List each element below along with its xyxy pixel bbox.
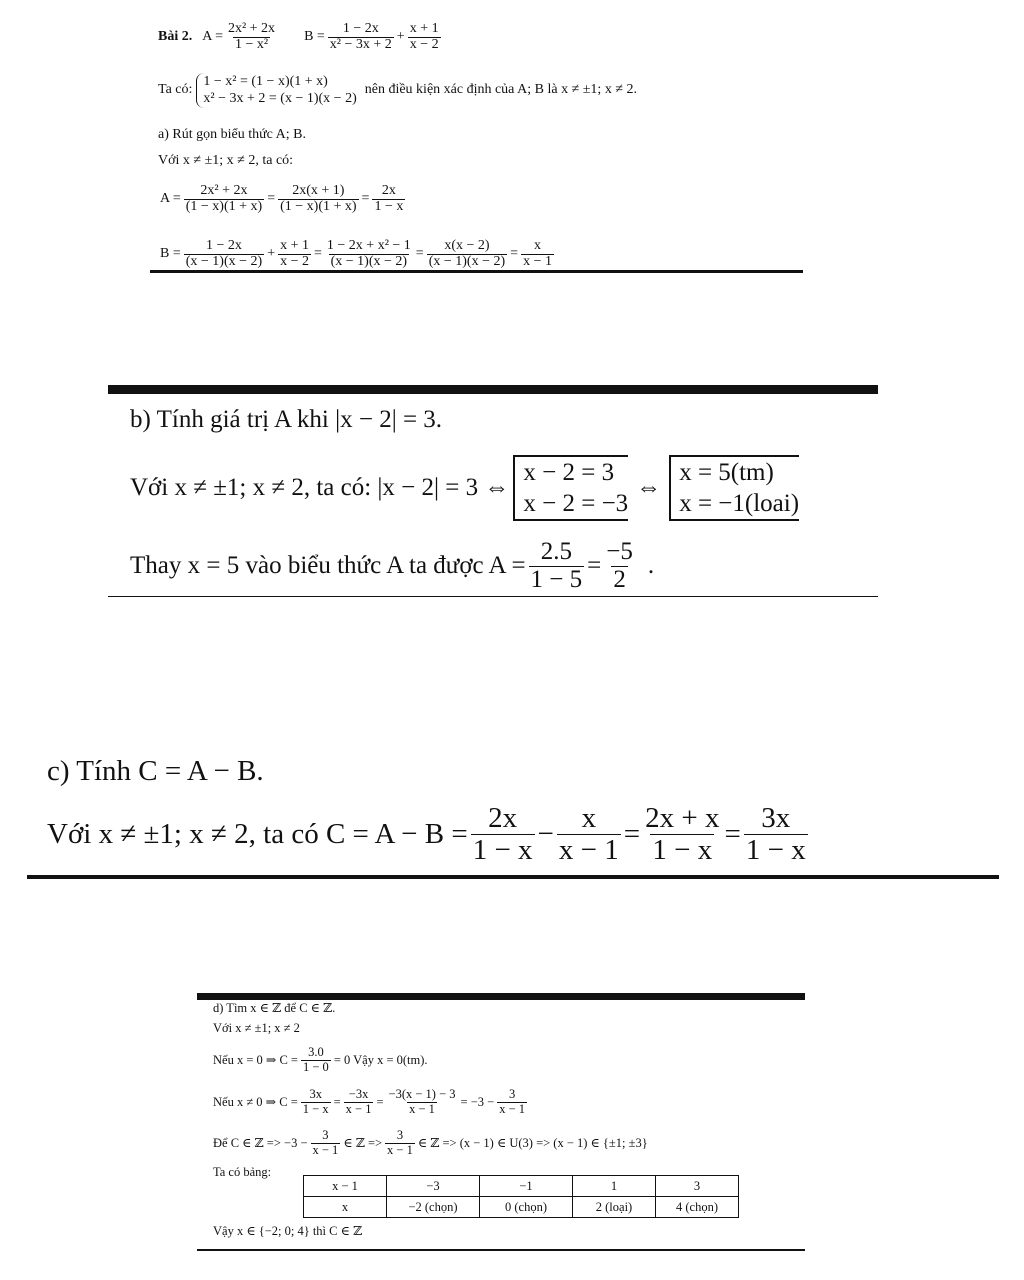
divider [150, 270, 803, 273]
table-row: x −2 (chọn) 0 (chọn) 2 (loại) 4 (chọn) [304, 1197, 739, 1218]
table-caption: Ta có bảng: [213, 1164, 272, 1179]
factor-system: 1 − x² = (1 − x)(1 + x) x² − 3x + 2 = (x − 1)(x − 2) [196, 73, 356, 108]
A-simplification: A = $\frac{\text{2x² + 2x}}{(1 - x)(1 + x)}$ = $\frac{2x(x + 1)}{(1 - x)(1 + x)}$ = $\frac{2x}{1 - x}$ [160, 182, 404, 214]
divisibility-line: Để C ∈ ℤ => −3 − $\frac{3}{x - 1}$ ∈ ℤ => $\frac{3}{x - 1}$ ∈ ℤ => (x − 1) ∈ U(3) => (x − 1) ∈ {±1; ±3} [213, 1128, 648, 1157]
domain-condition: nên điều kiện xác định của A; B là x ≠ ±1; x ≠ 2. [364, 82, 638, 97]
values-table [303, 1175, 739, 1218]
part-b-result: Thay x = 5 vào biểu thức A ta được A = $\frac{2.5}{1 - 5}$ = $\frac{-5}{2}$ . [130, 538, 655, 593]
part-d-heading: d) Tìm x ∈ ℤ để C ∈ ℤ. [213, 1001, 336, 1015]
part-d-conclusion: Vậy x ∈ {−2; 0; 4} thì C ∈ ℤ [213, 1224, 363, 1238]
part-a-condition: Với x ≠ ±1; x ≠ 2, ta có: [158, 153, 294, 168]
case-bracket-1: x − 2 = 3 x − 2 = −3 [513, 455, 628, 522]
part-c-heading: c) Tính C = A − B. [47, 754, 264, 787]
panel-part-d [197, 1000, 807, 1252]
B-simplification: B = $\frac{1 - 2x}{(x - 1)(x - 2)}$ + $\frac{x + 1}{x - 2}$ = $\frac{\text{1 − 2x + x² − 1}}{(x - 1)(x - 2)}$ = $\frac{x(x - 2)}{(x - 1)(x - 2)}$ = $\frac{x}{x - 1}$ [160, 237, 552, 269]
case-x-zero: Nếu x = 0 ⇒ C = $\frac{3.0}{1 - 0}$ = 0 Vậy x = 0(tm). [213, 1045, 428, 1074]
A-label: A = [202, 29, 223, 44]
case-x-nonzero: Nếu x ≠ 0 ⇒ C = $\frac{3x}{1 - x}$ = $\frac{-3x}{x - 1}$ = $\frac{-3(x - 1) - 3}{x - 1}$ = −3 − $\frac{3}{x - 1}$ [213, 1087, 525, 1116]
part-d-condition: Với x ≠ ±1; x ≠ 2 [213, 1020, 300, 1035]
B-fraction-1: $\frac{1 - 2x}{\text{x² − 3x + 2}}$ [329, 20, 392, 52]
panel-part-c [27, 745, 999, 880]
factorization-line: Ta có: 1 − x² = (1 − x)(1 + x) x² − 3x + 2 = (x − 1)(x − 2) nên điều kiện xác định của A; B là x ≠ ±1; x ≠ 2. [158, 73, 638, 106]
panel-bai2-part-a [150, 5, 802, 283]
panel-part-b [108, 394, 878, 598]
problem-title: Bài 2. [158, 29, 193, 44]
divider [27, 875, 999, 879]
divider [197, 993, 805, 1000]
B-fraction-2: $\frac{x + 1}{x - 2}$ [409, 20, 439, 52]
B-label: B = [304, 29, 325, 44]
part-c-computation: Với x ≠ ±1; x ≠ 2, ta có C = A − B = $\frac{2x}{1 - x}$ − $\frac{x}{x - 1}$ = $\frac{2x + x}{1 - x}$ = $\frac{3x}{1 - x}$ [47, 802, 806, 866]
divider [197, 1249, 805, 1251]
divider [108, 596, 878, 597]
divider [108, 385, 878, 394]
part-b-solve: Với x ≠ ±1; x ≠ 2, ta có: |x − 2| = 3 ⇔ x − 2 = 3 x − 2 = −3 ⇔ x = 5(tm) x = −1(loai) [130, 448, 803, 528]
A-fraction: $\frac{\text{2x² + 2x}}{\text{1 − x²}}$ [227, 20, 276, 52]
table-row: x − 1 −3 −1 1 3 [304, 1176, 739, 1197]
problem-statement: Bài 2. A = $\frac{\text{2x² + 2x}}{\text{1 − x²}}$ B = $\frac{1 - 2x}{\text{x² − 3x + 2}}$ + $\frac{x + 1}{x - 2}$ [158, 20, 439, 52]
part-b-heading: b) Tính giá trị A khi |x − 2| = 3. [130, 406, 443, 433]
case-bracket-2: x = 5(tm) x = −1(loai) [669, 455, 799, 522]
part-a-heading: a) Rút gọn biểu thức A; B. [158, 127, 306, 142]
